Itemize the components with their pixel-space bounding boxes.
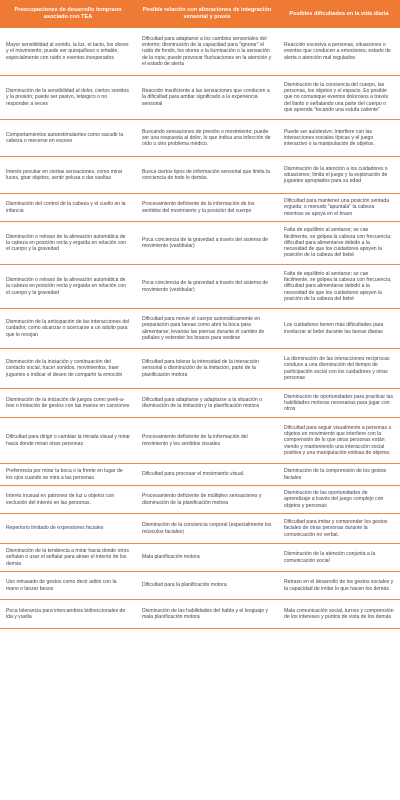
table-row: [0, 194, 400, 222]
table-row: [0, 464, 400, 486]
cell-daily-difficulty: Disminución de oportunidades para practicar las habilidades motoras necesarias para jugar con otros: [284, 393, 394, 413]
table-row: [0, 349, 400, 389]
cell-sensory-relation: Dificultad para mover el cuerpo automáticamente en preparación para tareas como abrir la boca para alimentarse; levantar las piernas durante el cambio de pañales y extender los brazos para vestirse: [142, 315, 265, 341]
cell-sensory-relation: Buscando sensaciones de presión o movimiento; puede ser una respuesta al dolor, lo que indica una infección de oído u otro problema médico.: [142, 128, 271, 148]
table-row: [0, 76, 400, 120]
cell-sensory-relation: Reacción insuficiente a las sensaciones que conducen a la dificultad para ambar significado a la experiencia sensorial: [142, 88, 270, 107]
table-row: [0, 486, 400, 514]
cell-daily-difficulty: Disminución de la conciencia del cuerpo, las personas, los objetos y el espacio. Es posible que no comunique eventos dolorosos a través del llanto o señalando una parte del cuerpo o que aprenda "tocando una estufa caliente": [284, 81, 389, 113]
cell-developmental-concern: Disminución o retraso de la alineación automática de la cabeza en posición recta y erguida en relación con el cuerpo y la gravedad: [6, 233, 127, 253]
cell-developmental-concern: Preferencia por mirar la boca o la frente en lugar de los ojos cuando se mira a las personas: [6, 468, 123, 481]
cell-developmental-concern: Poca tolerancia para intercambios bidireccionales de ida y vuelta: [6, 607, 126, 620]
table-row: [0, 600, 400, 629]
cell-developmental-concern: Interés peculiar en ciertas sensaciones, como mirar luces, girar objetos, sentir pelusa o dar vueltas: [6, 168, 123, 181]
cell-sensory-relation: Dificultad para adaptarse a los cambios sensoriales del entorno; disminución de la capacidad para "ignorar" el ruido de fondo, los olores o la iluminación o la sensación de la ropa; puede provocar fluctuaciones en la atención y el estado de alerta: [142, 35, 272, 67]
cell-developmental-concern: Disminución de la anticipación de las interacciones del cuidador, como alcanzar o acercarse a un adulto para que lo recojan: [6, 319, 130, 338]
cell-daily-difficulty: Reacción excesiva a personas, situaciones o eventos que conducen a emociones; estado de alerta o atención mal regulados: [284, 42, 391, 61]
cell-daily-difficulty: Disminución de la atención a los cuidadores o situaciones; limita el juego y la exploración de juguetes apropiados para su edad: [284, 165, 388, 185]
cell-developmental-concern: Disminución de la tendencia a mirar hacia donde otros señalan o usar el señalar para atraer el interés de los demás: [6, 548, 129, 567]
cell-sensory-relation: Dificultad para procesar el movimiento visual.: [142, 471, 245, 478]
cell-developmental-concern: Disminución de la iniciación de juegos como peek-a-boo o imitación de gestos con las manos en canciones: [6, 396, 130, 409]
cell-sensory-relation: Dificultad para adaptarse y adaptarse a la situación o disminución de la imitación y la planificación motora: [142, 396, 263, 409]
header-developmental-concerns: Preocupaciones de desarrollo temprano asociado con TEA: [14, 7, 122, 20]
cell-sensory-relation: Dificultad para la planificación motora: [142, 582, 227, 589]
table-row: [0, 157, 400, 194]
cell-daily-difficulty: La disminución de las interacciones recíprocas conduce a una disminución del tiempo de participación social con los cuidadores y otras personas: [284, 355, 390, 381]
cell-developmental-concern: Interés inusual en patrones de luz u objetos con exclusión del interés en las personas.: [6, 493, 115, 506]
table-row: [0, 389, 400, 418]
cell-developmental-concern: Uso retrasado de gestos como decir adiós con la mano o lanzar besos: [6, 579, 117, 592]
table-body: [0, 28, 400, 629]
cell-developmental-concern: Disminución de la iniciación y continuación del contacto social, hacer sonidos, movimientos, traer juguetes o indicar el deseo de compartir la emoción: [6, 359, 123, 378]
cell-developmental-concern: Disminución del control de la cabeza y el cuello en la infancia: [6, 201, 126, 214]
cell-sensory-relation: Disminución de la conciencia corporal (especialmente los músculos faciales): [142, 522, 272, 535]
cell-daily-difficulty: Puede ser autolesivo; Interfiere con las interacciones sociales típicas y el juego interactivo o la manipulación de objetos.: [284, 128, 375, 148]
table-row: [0, 572, 400, 600]
cell-daily-difficulty: Los cuidadores tienen más dificultades para involucrar al bebé durante las tareas diarias: [284, 322, 384, 335]
cell-sensory-relation: Procesamiento deficiente de la información de los sentidos del movimiento y la posición del cuerpo: [142, 201, 255, 214]
cell-sensory-relation: Procesamiento deficiente de múltiples sensaciones y disminución de la planificación motora: [142, 493, 262, 506]
cell-daily-difficulty: Falta de equilibrio al sentarse; se cae fácilmente, se golpea la cabeza con frecuencia; dificultad para alimentarse debido a la necesidad de que los cuidadores apoyen la posición de la cabeza del bebé: [284, 227, 392, 259]
cell-sensory-relation: Dificultad para tolerar la intensidad de la interacción sensorial o disminución de la imitación, parte de la planificación motora: [142, 359, 259, 378]
cell-developmental-concern: Repertorio limitado de expresiones faciales: [6, 525, 104, 532]
cell-sensory-relation: Poca conciencia de la gravedad a través del sistema de movimiento (vestibular): [142, 280, 269, 293]
cell-daily-difficulty: Falta de equilibrio al sentarse; se cae fácilmente, se golpea la cabeza con frecuencia; dificultad para alimentarse debido a la necesidad de que los cuidadores apoyen la posición de la cabeza del bebé: [284, 270, 392, 302]
table-header: [0, 0, 400, 28]
table-row: [0, 418, 400, 464]
cell-daily-difficulty: Mala comunicación social, turnos y comprensión de los intereses y puntos de vista de los demás: [284, 607, 394, 620]
cell-daily-difficulty: Disminución de la atención conjunta a la comunicación social: [284, 551, 376, 564]
cell-daily-difficulty: Disminución de la comprensión de los gestos faciales: [284, 468, 387, 481]
cell-daily-difficulty: Dificultad para imitar y comprender los gestos faciales de otras personas durante la comunicación no verbal.: [284, 519, 388, 538]
cell-sensory-relation: Procesamiento deficiente de la información del movimiento y los sentidos visuales: [142, 434, 248, 447]
cell-developmental-concern: Disminución o retraso de la alineación automática de la cabeza en posición recta y erguida en relación con el cuerpo y la gravedad: [6, 277, 127, 296]
cell-sensory-relation: Busca ciertos tipos de información sensorial que limita la conciencia de todo lo demás.: [142, 168, 270, 181]
table-row: [0, 514, 400, 544]
table-row: [0, 309, 400, 349]
cell-daily-difficulty: Dificultad para mantener una posición sentada erguida; o menudo "apuntala" la cabeza mientras se apoya en el brazo: [284, 198, 390, 217]
cell-sensory-relation: Poca conciencia de la gravedad a través del sistema de movimiento (vestibular): [142, 236, 269, 249]
cell-daily-difficulty: Disminución de las oportunidades de aprendizaje a través del juego complejo con objetos y personas: [284, 490, 384, 509]
cell-developmental-concern: Disminución de la sensibilidad al dolor, ciertos sonidos y la presión; puede ser pasivo, letárgico o no responder a veces: [6, 88, 129, 107]
table-row: [0, 265, 400, 309]
table-row: [0, 544, 400, 572]
cell-developmental-concern: Comportamientos autoestimulantes como sacudir la cabeza o mecerse en exceso: [6, 131, 124, 144]
table-row: [0, 28, 400, 76]
header-daily-difficulties: Posibles dificultades en la vida diaria: [289, 10, 389, 17]
table-row: [0, 120, 400, 157]
header-sensory-relation: Posible relación con alteraciones de integración sensorial y praxis: [142, 7, 272, 20]
cell-developmental-concern: Mayor sensibilidad al sonido, la luz, el tacto, los olores y el movimiento; puede ser quisquilloso o irritable, especialmente con ruido o eventos inesperados: [6, 42, 129, 61]
cell-developmental-concern: Dificultad para dirigir o cambiar la mirada visual y mirar hacia donde miran otras personas: [6, 434, 130, 447]
cell-sensory-relation: Disminución de las habilidades del habla y el lenguaje y mala planificación motora: [142, 607, 269, 620]
cell-sensory-relation: Mala planificación motora: [142, 554, 200, 561]
table-row: [0, 222, 400, 265]
cell-daily-difficulty: Retraso en el desarrollo de los gestos sociales y la capacidad de imitar lo que hacen los demás: [284, 579, 394, 592]
cell-daily-difficulty: Dificultad para seguir visualmente a personas u objetos en movimiento que interfiere con la comprensión de lo que otras personas están viendo y manteniendo una interacción social positiva y una manipulación exitosa de objetos.: [284, 424, 392, 456]
